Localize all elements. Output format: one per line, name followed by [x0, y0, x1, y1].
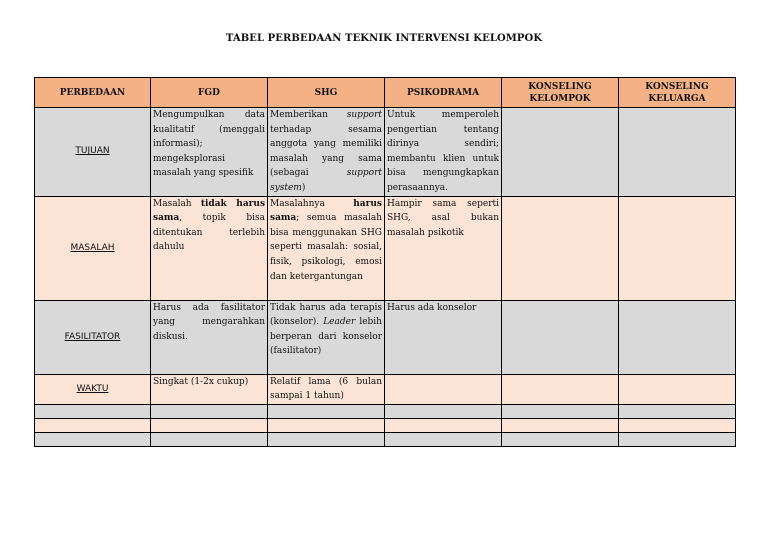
header-konseling-keluarga: KONSELING KELUARGA — [619, 78, 736, 108]
empty-cell — [151, 404, 268, 418]
cell-psikodrama-masalah: Hampir sama seperti SHG, asal bukan masalah psikotik — [385, 196, 502, 300]
table-row-masalah — [35, 196, 736, 300]
empty-cell — [151, 432, 268, 446]
text-segment-bold: harus sama — [270, 198, 382, 224]
row-label-tujuan: TUJUAN — [75, 146, 110, 157]
text-segment: Memberikan — [270, 110, 347, 120]
cell-shg-masalah — [268, 196, 385, 300]
table-row-empty — [35, 418, 736, 432]
cell-konseling-kelompok-waktu — [502, 374, 619, 404]
document-title: TABEL PERBEDAAN TEKNIK INTERVENSI KELOMPOK — [225, 33, 543, 44]
cell-konseling-keluarga-masalah — [619, 196, 736, 300]
row-label-cell — [35, 196, 151, 300]
cell-shg-waktu: Relatif lama (6 bulan sampai 1 tahun) — [268, 374, 385, 404]
empty-cell — [268, 418, 385, 432]
empty-cell — [35, 432, 151, 446]
empty-cell — [502, 404, 619, 418]
empty-cell — [385, 418, 502, 432]
cell-fgd-fasilitator: Harus ada fasilitator yang mengarahkan diskusi. — [151, 300, 268, 374]
row-label-waktu: WAKTU — [76, 383, 109, 394]
row-label-cell — [35, 300, 151, 374]
text-segment: Masalahnya — [270, 198, 354, 209]
cell-psikodrama-tujuan: Untuk memperoleh pengertian tentang dirinya sendiri; membantu klien untuk bisa mengungkapkan perasaannya. — [385, 108, 502, 197]
header-row — [35, 78, 736, 108]
table-row-waktu — [35, 374, 736, 404]
empty-cell — [268, 432, 385, 446]
cell-fgd-waktu: Singkat (1-2x cukup) — [151, 374, 268, 404]
empty-cell — [619, 432, 736, 446]
cell-konseling-keluarga-fasilitator — [619, 300, 736, 374]
row-label-cell — [35, 108, 151, 197]
table-row-fasilitator — [35, 300, 736, 374]
cell-shg-fasilitator — [268, 300, 385, 374]
cell-konseling-kelompok-masalah — [502, 196, 619, 300]
cell-konseling-keluarga-tujuan — [619, 108, 736, 197]
comparison-table — [34, 77, 736, 447]
cell-konseling-kelompok-fasilitator — [502, 300, 619, 374]
text-segment-italic: support system — [270, 168, 382, 193]
empty-cell — [502, 418, 619, 432]
empty-cell — [151, 418, 268, 432]
empty-cell — [268, 404, 385, 418]
text-segment-bold: tidak harus sama — [153, 198, 266, 224]
header-psikodrama: PSIKODRAMA — [385, 78, 502, 108]
text-segment: lebih berperan dari konselor (fasilitator) — [270, 317, 382, 357]
cell-konseling-keluarga-waktu — [619, 374, 736, 404]
cell-konseling-kelompok-tujuan — [502, 108, 619, 197]
cell-shg-tujuan — [268, 108, 385, 197]
cell-psikodrama-waktu — [385, 374, 502, 404]
table-row-empty — [35, 404, 736, 418]
text-segment: , topik bisa ditentukan terlebih dahulu — [153, 213, 265, 253]
row-label-fasilitator: FASILITATOR — [64, 331, 121, 342]
text-segment: Tidak harus ada terapis (konselor). — [270, 302, 382, 328]
empty-cell — [35, 418, 151, 432]
header-konseling-kelompok: KONSELING KELOMPOK — [502, 78, 619, 108]
empty-cell — [35, 404, 151, 418]
table-row-tujuan — [35, 108, 736, 197]
header-fgd: FGD — [151, 78, 268, 108]
row-label-cell — [35, 374, 151, 404]
empty-cell — [619, 418, 736, 432]
row-label-masalah: MASALAH — [70, 242, 115, 253]
text-segment: ) — [301, 182, 306, 193]
empty-cell — [385, 432, 502, 446]
cell-fgd-masalah — [151, 196, 268, 300]
text-segment: terhadap sesama anggota yang memiliki masalah yang sama (sebagai — [270, 124, 382, 179]
cell-psikodrama-fasilitator: Harus ada konselor — [385, 300, 502, 374]
text-segment-italic: support — [346, 110, 382, 120]
empty-cell — [385, 404, 502, 418]
empty-cell — [619, 404, 736, 418]
header-perbedaan: PERBEDAAN — [35, 78, 151, 108]
text-segment: ; semua masalah bisa menggunakan SHG seperti masalah: sosial, fisik, psikologi, emosi dan ketergantungan — [270, 213, 382, 282]
table-row-empty — [35, 432, 736, 446]
cell-fgd-tujuan: Mengumpulkan data kualitatif (menggali informasi); mengeksplorasi masalah yang spesifik — [151, 108, 268, 197]
empty-cell — [502, 432, 619, 446]
header-shg: SHG — [268, 78, 385, 108]
text-segment-italic: Leader — [323, 317, 356, 328]
text-segment: Masalah — [153, 198, 201, 209]
